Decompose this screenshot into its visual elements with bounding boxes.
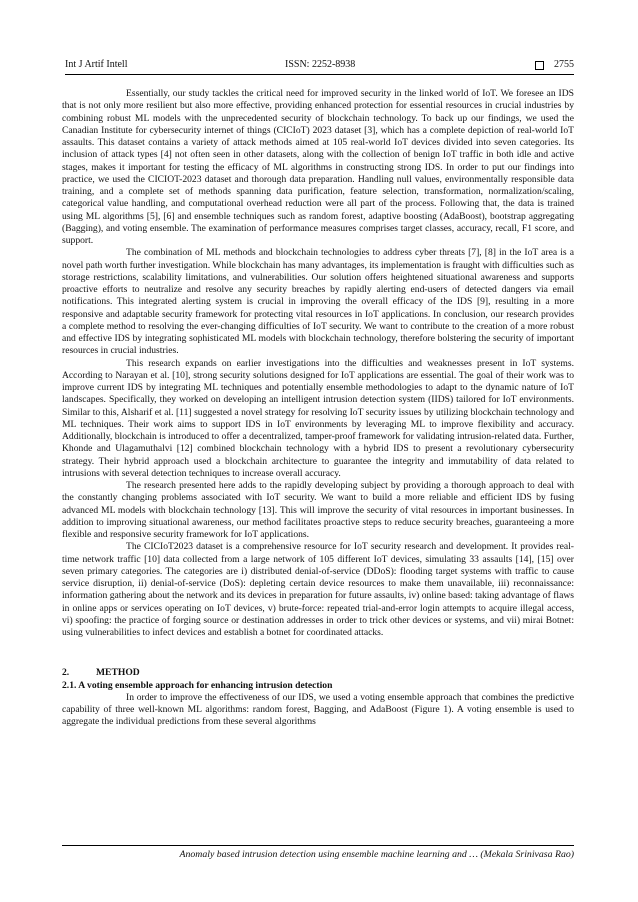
page-header [65,58,574,75]
body-paragraph: In order to improve the effectiveness of our IDS, we used a voting ensemble approach that combines the predictive capability of three well-known ML algorithms: random forest, Bagging, and AdaBoost (Figure 1). A voting ensemble is used to aggregate the individual predictions from these several algorithms [62,691,574,728]
section-title: METHOD [96,667,140,679]
section-heading [62,667,574,679]
issn: ISSN: 2252-8938 [285,59,356,70]
body-paragraph: The research presented here adds to the rapidly developing subject by providing a thorough approach to deal with the constantly changing problems associated with IoT security. We want to build a more reliable and efficient IDS by fusing advanced ML models with blockchain technology [13]. This will improve the security of vital resources in important businesses. In addition to improving situational awareness, our method facilitates proactive steps to reduce security breaches, guaranteeing a more flexible and responsive security framework for IoT applications. [62,480,574,540]
body-paragraph: The CICIoT2023 dataset is a comprehensive resource for IoT security research and development. It provides real-time network traffic [10] data collected from a large network of 105 different IoT devices, simulating 33 assaults [14], [15] over seven primary categories. The categories are i) distributed denial-of-service (DDoS): flooding target systems with traffic to cause service disruption, ii) denial-of-service (DoS): depleting certain device resources to make them unavailable, iii) reconnaissance: information gathering about the network and its devices in preparation for future assaults, iv) online based: taking advantage of flaws in online apps or services operating on IoT devices, v) brute-force: repeated trial-and-error login attempts to acquire illegal access, vi) spoofing: the practice of forging source or destination addresses in order to trick other devices or systems, and vii) mirai Botnet: using vulnerabilities to infect devices and establish a botnet for coordinated attacks. [62,541,574,638]
page-number-group [535,58,574,72]
page-footer: Anomaly based intrusion detection using ensemble machine learning and … (Mekala Srinivasa Rao) [62,845,574,860]
subsection-heading: 2.1. A voting ensemble approach for enhancing intrusion detection [62,679,333,691]
body-paragraph: This research expands on earlier investigations into the difficulties and weaknesses present in IoT systems. According to Narayan et al. [10], strong security solutions designed for IoT applications are essential. The goal of their work was to improve current IDS by integrating ML techniques and potentially ensemble methodologies to adapt to the dynamic nature of IoT landscapes. Specifically, they worked on developing an intelligent intrusion detection system (IIDS) tailored for IoT environments. Similar to this, Alsharif et al. [11] suggested a novel strategy for resolving IoT security issues by utilizing blockchain technology and ML techniques. Their work aims to support IDS in IoT environments by leveraging ML to improve flexibility and accuracy. Additionally, blockchain is introduced to offer a decentralized, tamper-proof framework for validating intrusion-related data. Further, Khonde and Ulagamuthalvi [12] combined blockchain technology with a hybrid IDS to present a revolutionary cybersecurity strategy. Their hybrid approach used a blockchain architecture to guarantee the integrity and immutability of data related to intrusions with several detection techniques to increase overall accuracy. [62,357,574,479]
body-paragraph: Essentially, our study tackles the critical need for improved security in the linked world of IoT. We foresee an IDS that is not only more resilient but also more effective, providing enhanced protection for essential resources in crucial industries by combining robust ML models with the unprecedented security of blockchain technology. To back up our findings, we used the Canadian Institute for cybersecurity internet of things (CICIoT) 2023 dataset [3], which has a complete depiction of real-world IoT assaults. This dataset contains a variety of attack methods aimed at 105 real-world IoT devices divided into seven categories. Its inclusion of attack types [4] not often seen in other datasets, along with the collection of benign IoT traffic in both idle and active stages, makes it important for testing the efficacy of ML algorithms in constructing strong IDS. In order to put our findings into practice, we used the CICIOT-2023 dataset and thorough data preparation. Handling null values, environmentally responsible data training, and a complete set of methods spanning data purification, feature selection, transformation, normalization/scaling, categorical value handling, and computational overhead reduction were all part of the process. Following that, the data is trained using ML algorithms [5], [6] and ensemble techniques such as random forest, adaptive boosting (AdaBoost), bootstrap aggregating (Bagging), and voting ensemble. The examination of performance measures comprises target classes, accuracy, recall, F1 score, and support. [62,88,574,246]
square-outline-icon [535,61,544,70]
page-number: 2755 [554,59,574,70]
body-paragraph: The combination of ML methods and blockchain technologies to address cyber threats [7], [8] in the IoT area is a novel path worth further investigation. While blockchain has many advantages, its implementation is fraught with difficulties such as storage restrictions, scalability limitations, and vulnerabilities. Our solution offers heightened situational awareness and supports proactive efforts to neutralize and resolve any security breaches by rapidly alerting end-users of detected dangers via email notifications. This integrated alerting system is crucial in improving the overall efficacy of the IDS [9], resulting in a more responsive and adaptable security framework for protecting vital resources in IoT applications. In conclusion, our research provides a complete method to resolving the ever-changing difficulties of IoT security. We want to contribute to the creation of a more robust and effective IDS by integrating sophisticated ML models with blockchain technology, therefore bolstering the security of important resources in crucial industries. [62,247,574,357]
journal-name: Int J Artif Intell [65,59,128,70]
section-number: 2. [62,667,70,679]
page-body [62,88,574,729]
